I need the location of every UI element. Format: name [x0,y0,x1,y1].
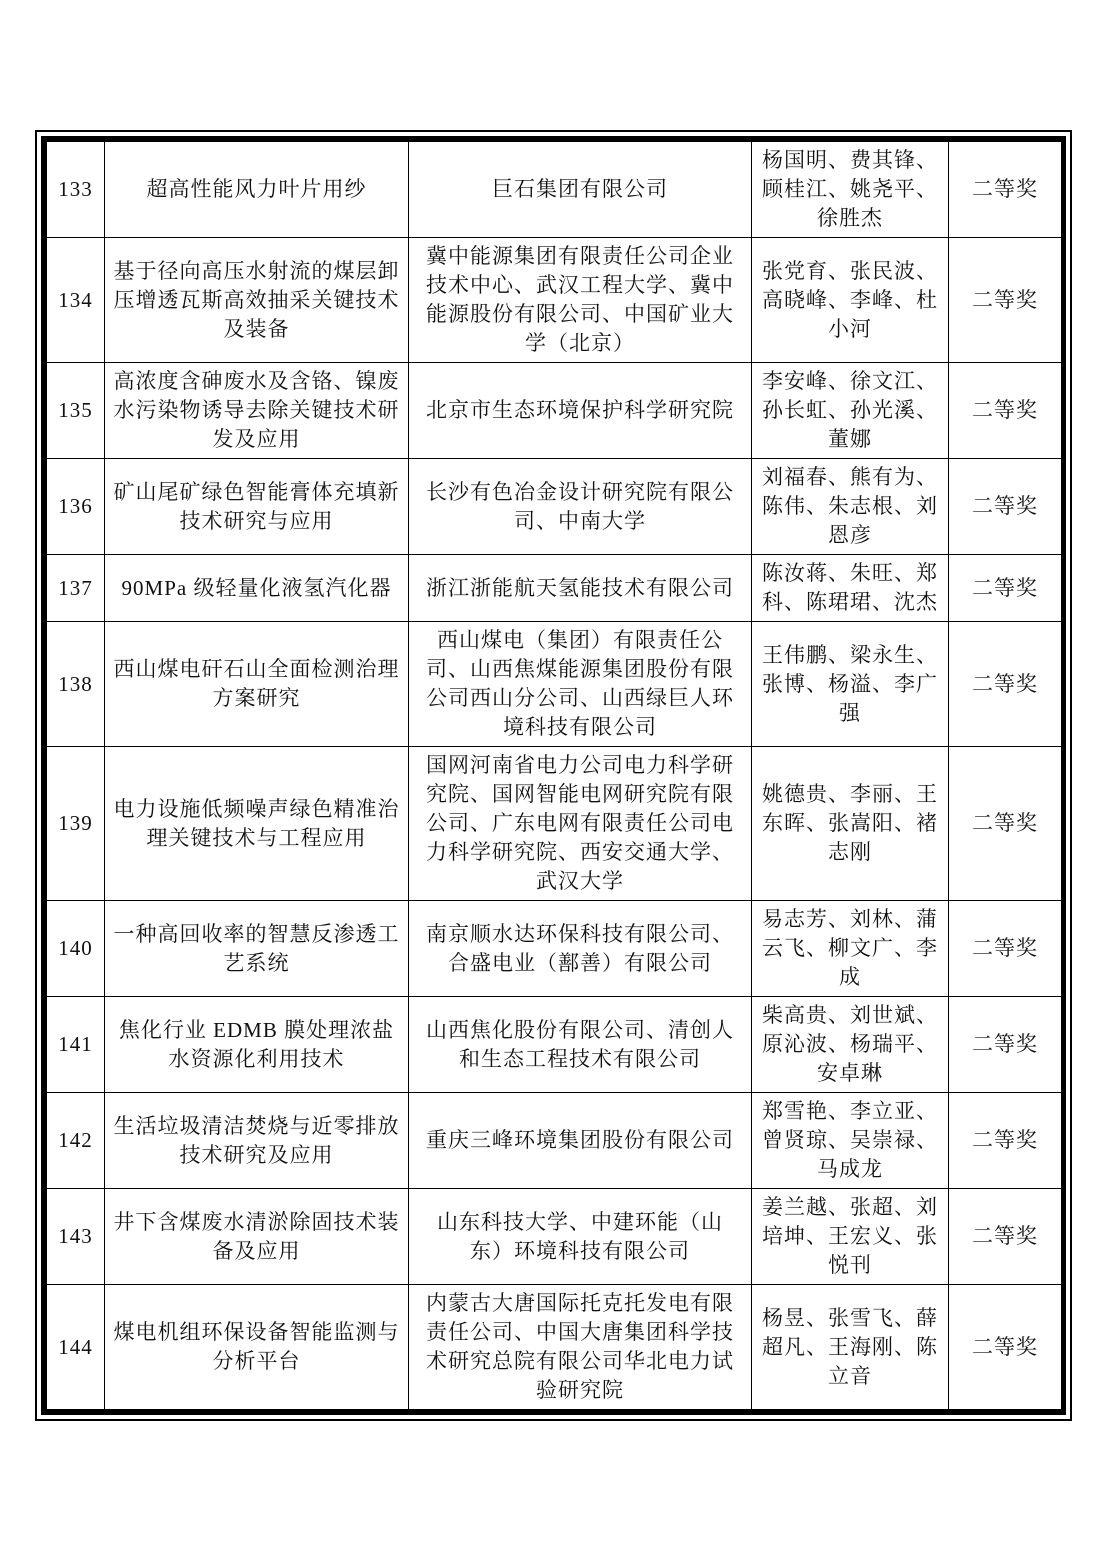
awardees-cell: 姜兰越、张超、刘培坤、王宏义、张悦刊 [752,1189,949,1285]
page-border-inner [41,136,1066,1415]
table-row [47,459,1062,555]
project-name-cell: 生活垃圾清洁焚烧与近零排放技术研究及应用 [105,1093,409,1189]
organizations-cell: 冀中能源集团有限责任公司企业技术中心、武汉工程大学、冀中能源股份有限公司、中国矿业大学（北京） [409,238,752,363]
organizations-cell: 内蒙古大唐国际托克托发电有限责任公司、中国大唐集团科学技术研究总院有限公司华北电力试验研究院 [409,1285,752,1410]
page-border [35,130,1072,1421]
row-number-cell: 134 [47,238,105,363]
project-name-cell: 90MPa 级轻量化液氢汽化器 [105,555,409,622]
project-name-cell: 西山煤电矸石山全面检测治理方案研究 [105,622,409,747]
organizations-cell: 浙江浙能航天氢能技术有限公司 [409,555,752,622]
project-name-cell: 煤电机组环保设备智能监测与分析平台 [105,1285,409,1410]
project-name-cell: 超高性能风力叶片用纱 [105,142,409,238]
project-name-cell: 高浓度含砷废水及含铬、镍废水污染物诱导去除关键技术研发及应用 [105,363,409,459]
project-name-cell: 井下含煤废水清淤除固技术装备及应用 [105,1189,409,1285]
award-level-cell: 二等奖 [949,997,1062,1093]
awardees-cell: 柴高贵、刘世斌、原沁波、杨瑞平、安卓琳 [752,997,949,1093]
awardees-cell: 杨昱、张雪飞、薛超凡、王海刚、陈立音 [752,1285,949,1410]
award-level-cell: 二等奖 [949,1093,1062,1189]
awardees-cell: 张党育、张民波、高晓峰、李峰、杜小河 [752,238,949,363]
row-number-cell: 142 [47,1093,105,1189]
row-number-cell: 144 [47,1285,105,1410]
organizations-cell: 西山煤电（集团）有限责任公司、山西焦煤能源集团股份有限公司西山分公司、山西绿巨人环境科技有限公司 [409,622,752,747]
table-row [47,997,1062,1093]
table-row [47,363,1062,459]
awardees-cell: 陈汝蒋、朱旺、郑科、陈珺珺、沈杰 [752,555,949,622]
row-number-cell: 139 [47,747,105,901]
awardees-cell: 郑雪艳、李立亚、曾贤琼、吴崇禄、马成龙 [752,1093,949,1189]
project-name-cell: 电力设施低频噪声绿色精准治理关键技术与工程应用 [105,747,409,901]
awards-table [46,141,1062,1410]
row-number-cell: 138 [47,622,105,747]
project-name-cell: 矿山尾矿绿色智能膏体充填新技术研究与应用 [105,459,409,555]
row-number-cell: 143 [47,1189,105,1285]
organizations-cell: 巨石集团有限公司 [409,142,752,238]
organizations-cell: 山西焦化股份有限公司、清创人和生态工程技术有限公司 [409,997,752,1093]
project-name-cell: 焦化行业 EDMB 膜处理浓盐水资源化利用技术 [105,997,409,1093]
row-number-cell: 135 [47,363,105,459]
organizations-cell: 长沙有色冶金设计研究院有限公司、中南大学 [409,459,752,555]
awards-table-body [47,142,1062,1410]
awardees-cell: 姚德贵、李丽、王东晖、张嵩阳、褚志刚 [752,747,949,901]
awardees-cell: 易志芳、刘林、蒲云飞、柳文广、李成 [752,901,949,997]
table-row [47,901,1062,997]
table-row [47,622,1062,747]
award-level-cell: 二等奖 [949,1189,1062,1285]
award-level-cell: 二等奖 [949,1285,1062,1410]
row-number-cell: 137 [47,555,105,622]
award-level-cell: 二等奖 [949,142,1062,238]
awardees-cell: 王伟鹏、梁永生、张博、杨溢、李广强 [752,622,949,747]
project-name-cell: 基于径向高压水射流的煤层卸压增透瓦斯高效抽采关键技术及装备 [105,238,409,363]
organizations-cell: 国网河南省电力公司电力科学研究院、国网智能电网研究院有限公司、广东电网有限责任公司电力科学研究院、西安交通大学、武汉大学 [409,747,752,901]
award-level-cell: 二等奖 [949,622,1062,747]
row-number-cell: 141 [47,997,105,1093]
row-number-cell: 140 [47,901,105,997]
table-row [47,1189,1062,1285]
row-number-cell: 136 [47,459,105,555]
award-level-cell: 二等奖 [949,555,1062,622]
table-row [47,142,1062,238]
award-level-cell: 二等奖 [949,363,1062,459]
table-row [47,238,1062,363]
awardees-cell: 杨国明、费其锋、顾桂江、姚尧平、徐胜杰 [752,142,949,238]
organizations-cell: 北京市生态环境保护科学研究院 [409,363,752,459]
awardees-cell: 李安峰、徐文江、孙长虹、孙光溪、董娜 [752,363,949,459]
award-level-cell: 二等奖 [949,901,1062,997]
awardees-cell: 刘福春、熊有为、陈伟、朱志根、刘恩彦 [752,459,949,555]
award-level-cell: 二等奖 [949,459,1062,555]
organizations-cell: 南京顺水达环保科技有限公司、合盛电业（鄯善）有限公司 [409,901,752,997]
award-level-cell: 二等奖 [949,747,1062,901]
project-name-cell: 一种高回收率的智慧反渗透工艺系统 [105,901,409,997]
table-row [47,555,1062,622]
table-row [47,1285,1062,1410]
organizations-cell: 重庆三峰环境集团股份有限公司 [409,1093,752,1189]
organizations-cell: 山东科技大学、中建环能（山东）环境科技有限公司 [409,1189,752,1285]
table-row [47,747,1062,901]
table-row [47,1093,1062,1189]
award-level-cell: 二等奖 [949,238,1062,363]
row-number-cell: 133 [47,142,105,238]
